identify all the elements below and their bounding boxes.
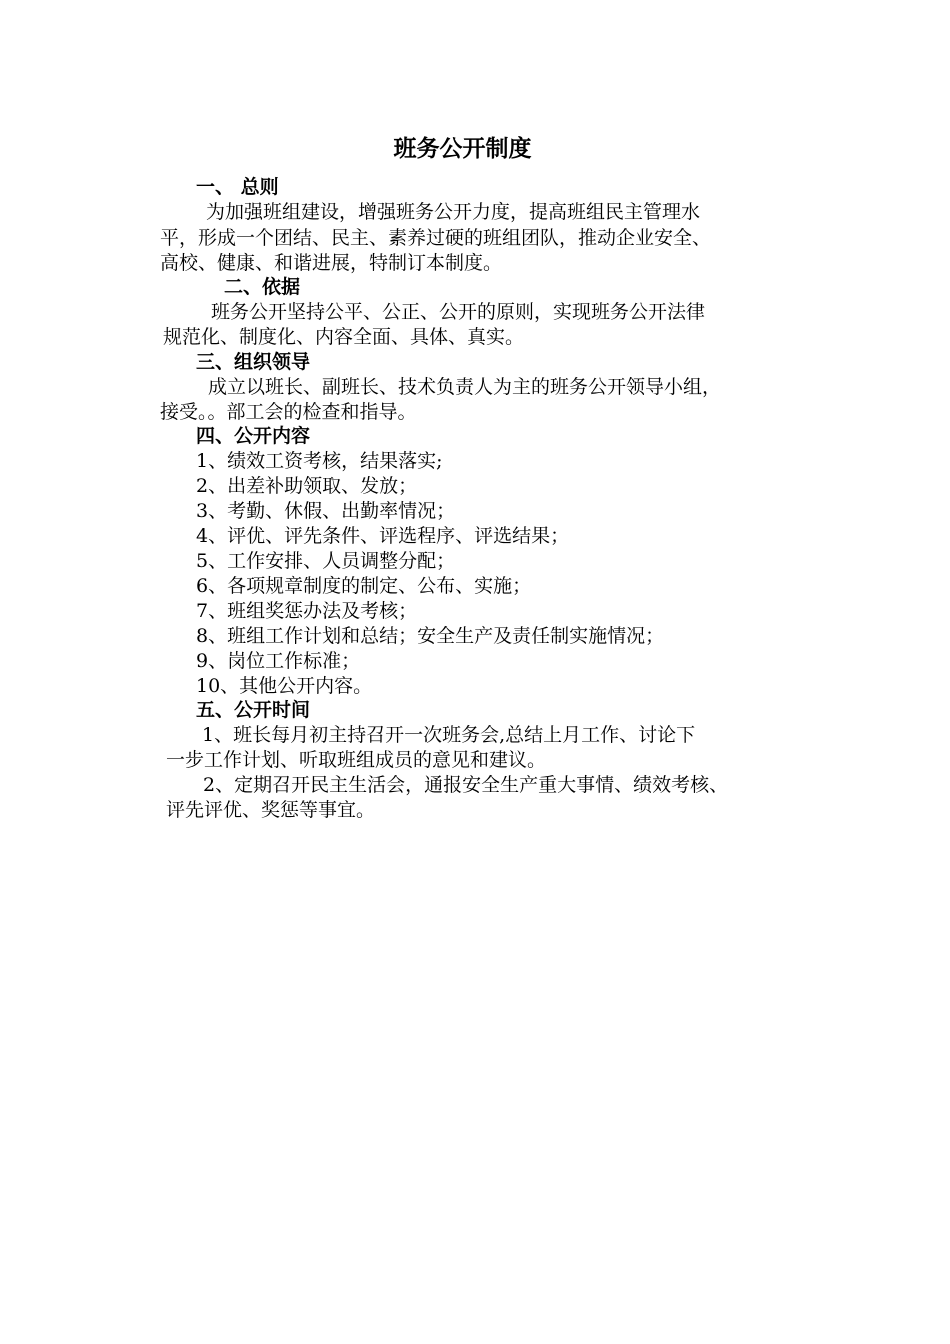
section-heading-schedule: 五、公开时间	[196, 699, 311, 721]
paragraph-line: 接受。。部工会的检查和指导。	[160, 401, 417, 423]
paragraph-line: 评先评优、奖惩等事宜。	[166, 799, 376, 821]
paragraph-line: 规范化、制度化、内容全面、具体、真实。	[163, 326, 525, 348]
list-item: 9、岗位工作标准；	[196, 650, 361, 672]
section-heading-content: 四、公开内容	[196, 425, 311, 447]
list-item: 4、评优、评先条件、评选程序、评选结果；	[196, 525, 570, 547]
list-item: 10、其他公开内容。	[196, 675, 373, 697]
section-heading-organization: 三、组织领导	[196, 351, 311, 373]
section-heading-basis: 二、依据	[224, 276, 301, 298]
paragraph-line: 为加强班组建设，增强班务公开力度，提高班组民主管理水	[206, 201, 701, 223]
paragraph-line: 2、定期召开民主生活会，通报安全生产重大事情、绩效考核、	[203, 774, 729, 796]
paragraph-line: 一步工作计划、听取班组成员的意见和建议。	[166, 749, 547, 771]
list-item: 5、工作安排、人员调整分配；	[196, 550, 456, 572]
list-item: 8、班组工作计划和总结；安全生产及责任制实施情况；	[196, 625, 665, 647]
section-heading-general: 一、 总则	[196, 176, 279, 198]
paragraph-line: 1、班长每月初主持召开一次班务会,总结上月工作、讨论下	[202, 724, 696, 746]
list-item: 6、各项规章制度的制定、公布、实施；	[196, 575, 532, 597]
paragraph-line: 班务公开坚持公平、公正、公开的原则，实现班务公开法律	[211, 301, 706, 323]
paragraph-line: 平，形成一个团结、民主、素养过硬的班组团队，推动企业安全、	[160, 227, 712, 249]
paragraph-line: 成立以班长、副班长、技术负责人为主的班务公开领导小组，	[208, 376, 722, 398]
list-item: 1、绩效工资考核，结果落实;	[196, 450, 443, 472]
list-item: 7、班组奖惩办法及考核；	[196, 600, 418, 622]
list-item: 3、考勤、休假、出勤率情况；	[196, 500, 456, 522]
list-item: 2、出差补助领取、发放；	[196, 475, 418, 497]
document-title: 班务公开制度	[393, 136, 532, 162]
paragraph-line: 高校、健康、和谐进展，特制订本制度。	[160, 252, 503, 274]
